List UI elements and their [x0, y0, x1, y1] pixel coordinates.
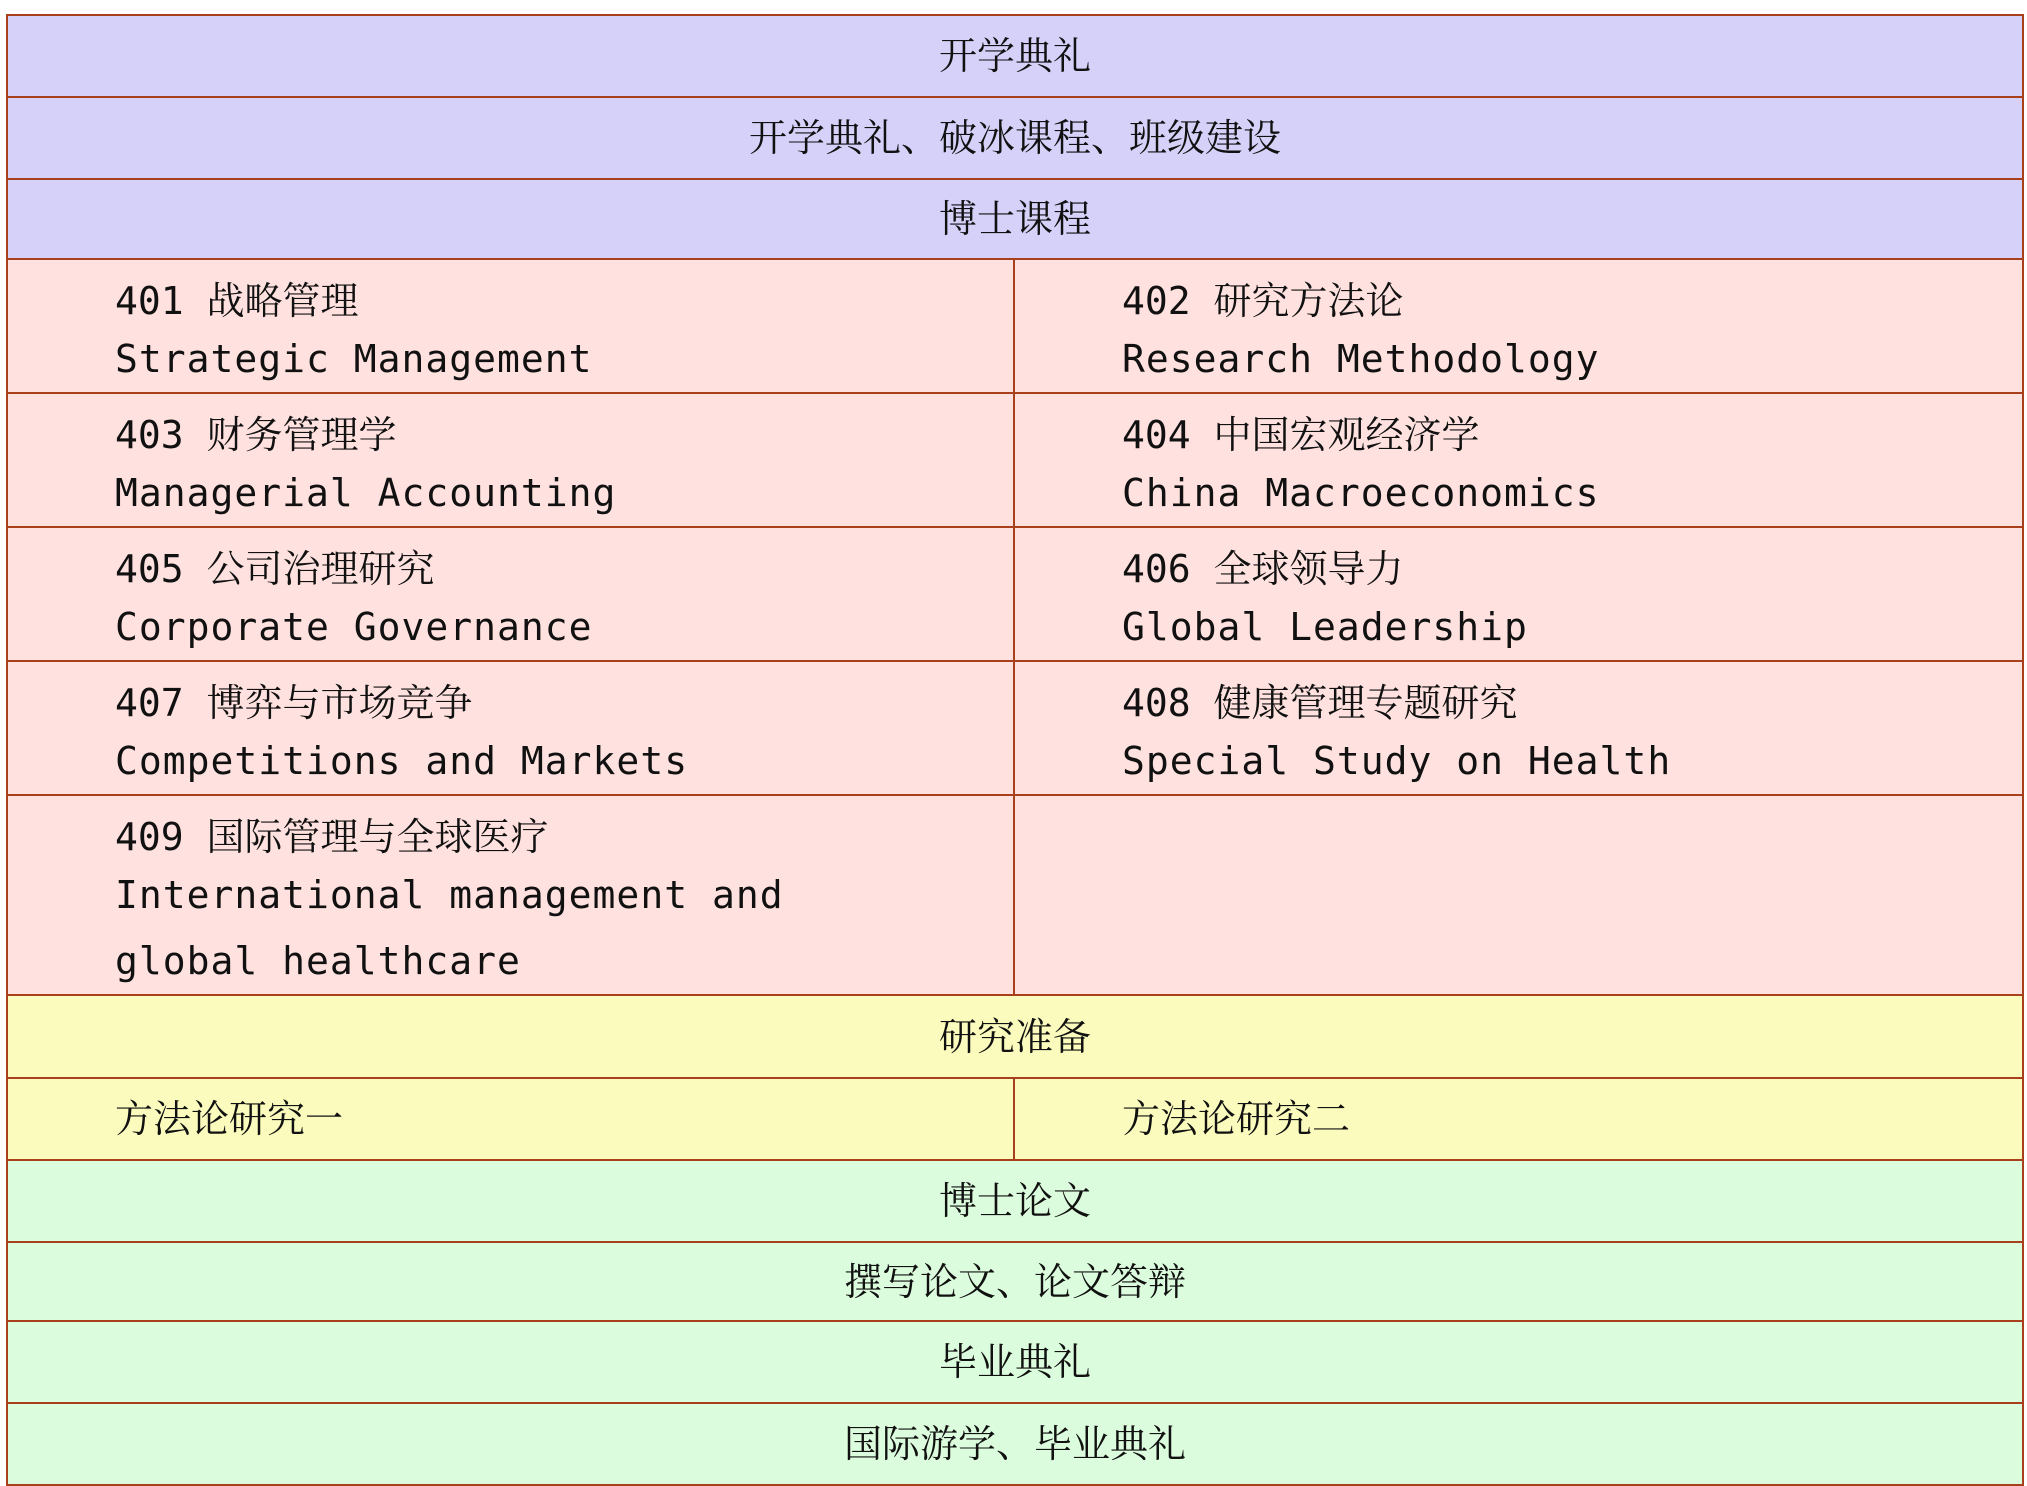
course-code: 407	[115, 681, 184, 725]
course-cell-406	[1014, 527, 2023, 661]
course-name-cn: 研究方法论	[1213, 279, 1404, 323]
course-name-en-line2: global healthcare	[115, 939, 521, 983]
research-prep-item-2: 方法论研究二	[1014, 1078, 2023, 1160]
course-cell-407	[7, 661, 1014, 795]
course-code: 404	[1122, 413, 1191, 457]
empty-course-cell	[1014, 795, 2023, 995]
course-name-cn: 公司治理研究	[206, 547, 435, 591]
course-name-cn: 健康管理专题研究	[1213, 681, 1518, 725]
course-cell-403	[7, 393, 1014, 527]
course-name-en: Special Study on Health	[1122, 739, 1672, 783]
stage-title-graduation: 毕业典礼	[7, 1321, 2023, 1403]
course-name-en: China Macroeconomics	[1122, 471, 1600, 515]
course-code: 405	[115, 547, 184, 591]
course-cell-409	[7, 795, 1014, 995]
course-name-cn: 国际管理与全球医疗	[206, 815, 549, 859]
course-cell-405	[7, 527, 1014, 661]
course-code: 406	[1122, 547, 1191, 591]
course-cell-408	[1014, 661, 2023, 795]
course-code: 402	[1122, 279, 1191, 323]
course-code: 403	[115, 413, 184, 457]
course-name-cn: 博弈与市场竞争	[206, 681, 473, 725]
research-prep-item-1: 方法论研究一	[7, 1078, 1014, 1160]
course-name-en: Corporate Governance	[115, 605, 593, 649]
stage-detail-graduation: 国际游学、毕业典礼	[7, 1403, 2023, 1485]
course-name-cn: 中国宏观经济学	[1213, 413, 1480, 457]
course-name-en: International management and	[115, 873, 784, 917]
course-code: 401	[115, 279, 184, 323]
course-name-en: Strategic Management	[115, 337, 593, 381]
course-cell-404	[1014, 393, 2023, 527]
course-name-cn: 财务管理学	[206, 413, 397, 457]
stage-detail-dissertation: 撰写论文、论文答辩	[7, 1242, 2023, 1321]
course-name-cn: 战略管理	[206, 279, 359, 323]
course-name-cn: 全球领导力	[1213, 547, 1404, 591]
course-code: 408	[1122, 681, 1191, 725]
course-code: 409	[115, 815, 184, 859]
stage-title-courses: 博士课程	[7, 179, 2023, 259]
course-name-en: Competitions and Markets	[115, 739, 689, 783]
stage-title-opening: 开学典礼	[7, 15, 2023, 97]
stage-title-dissertation: 博士论文	[7, 1160, 2023, 1242]
stage-detail-opening: 开学典礼、破冰课程、班级建设	[7, 97, 2023, 179]
course-cell-402	[1014, 259, 2023, 393]
course-name-en: Research Methodology	[1122, 337, 1600, 381]
course-name-en: Global Leadership	[1122, 605, 1528, 649]
program-schedule-table	[6, 14, 2024, 1486]
course-cell-401	[7, 259, 1014, 393]
course-name-en: Managerial Accounting	[115, 471, 617, 515]
stage-title-research-prep: 研究准备	[7, 995, 2023, 1078]
